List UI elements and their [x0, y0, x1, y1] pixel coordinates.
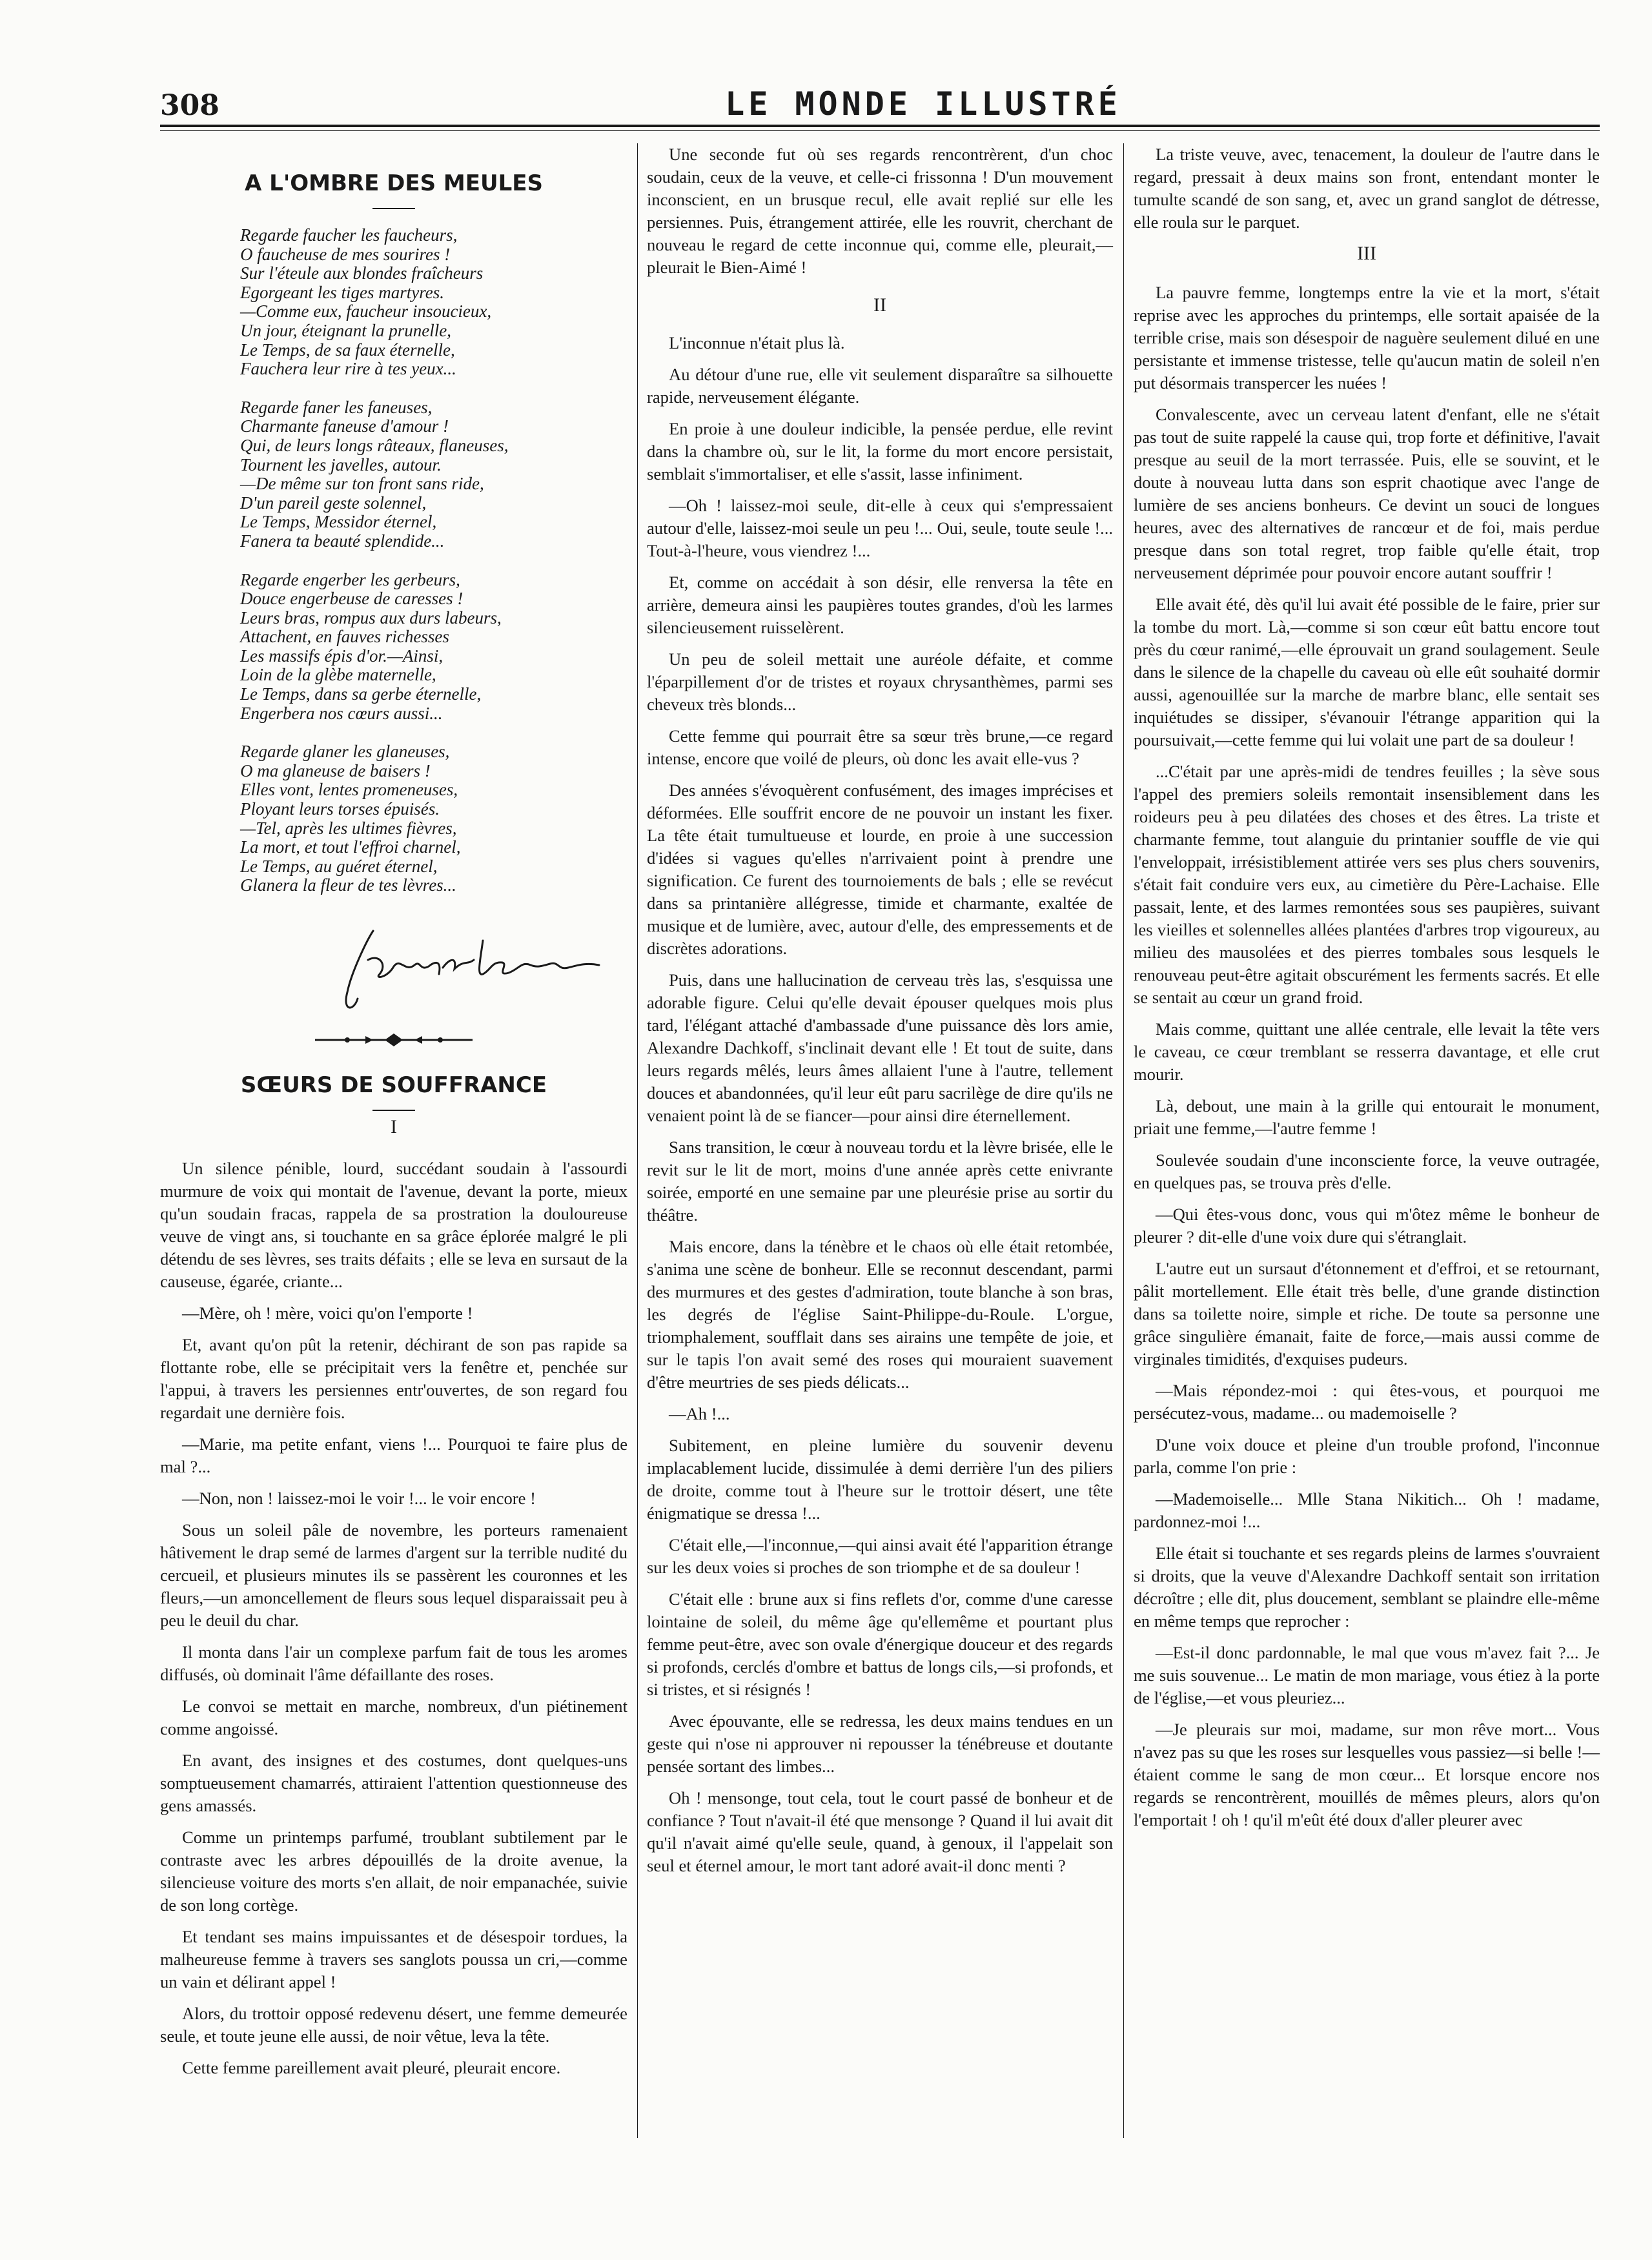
poem-line: Fauchera leur rire à tes yeux... — [240, 359, 456, 379]
poem-line: Regarde faner les faneuses, — [240, 397, 433, 417]
paragraph: Convalescente, avec un cerveau latent d'enfant, elle ne s'était pas tout de suite rappelé la cause qui, trop forte et définitive, l'avait presque au seuil de la mort terrassée. Puis, elle se souvint, et le doute à nouveau lutta dans son esprit chaotique avec l'ange de lumière de ses anciens bonheurs. Ce devint un souci de longues heures, avec des alternatives de rancœur et de foi, mais perdue presque dans son total regret, trop faible qu'elle était, trop nerveusement déprimée pour pouvoir encore autant souffrir ! — [1134, 405, 1600, 582]
poem-line: —Comme eux, faucheur insoucieux, — [240, 301, 492, 321]
header-rule-thin — [160, 130, 1600, 131]
paragraph: En proie à une douleur indicible, la pensée perdue, elle revint dans la chambre où, sur le lit, la forme du mort encore persistait, semblait s'immortaliser, et elle s'assit, lasse infiniment. — [647, 419, 1113, 484]
title-rule — [372, 208, 415, 209]
paragraph: —Qui êtes-vous donc, vous qui m'ôtez même le bonheur de pleurer ? dit-elle d'une voix dure qui s'étranglait. — [1134, 1205, 1600, 1247]
paragraph: Le convoi se mettait en marche, nombreux, d'un piétinement comme angoissé. — [160, 1696, 627, 1738]
author-signature — [160, 915, 627, 1018]
signature-image — [160, 915, 627, 1018]
poem-stanza — [240, 742, 627, 895]
poem-line: Sur l'éteule aux blondes fraîcheurs — [240, 263, 484, 283]
poem-line: Loin de la glèbe maternelle, — [240, 665, 436, 685]
story-text — [160, 1157, 627, 2079]
paragraph: Là, debout, une main à la grille qui entourait le monument, priait une femme,—l'autre femme ! — [1134, 1096, 1600, 1138]
poem-stanza — [240, 571, 627, 724]
paragraph: Alors, du trottoir opposé redevenu désert, une femme demeurée seule, et toute jeune elle aussi, de noir vêtue, leva la tête. — [160, 2004, 627, 2046]
section-fleuron — [160, 1027, 627, 1053]
poem-line: Engerbera nos cœurs aussi... — [240, 703, 443, 723]
poem-line: Douce engerbeuse de caresses ! — [240, 589, 464, 609]
part-heading: I — [391, 1116, 397, 1137]
column-1 — [160, 143, 627, 2088]
paragraph: Mais encore, dans la ténèbre et le chaos où elle était retombée, s'anima une scène de bonheur. Elle se reconnut descendant, parmi des murmures et des gestes d'admiration, toute blanche à son bras, les degrés de l'église Saint-Philippe-du-Roule. L'orgue, triomphalement, soufflait dans ses airains une tempête de joie, et sur le tapis l'on avait semé des roses qui mouraient suavement d'être meurtries de ses pieds délicats... — [647, 1237, 1113, 1392]
paragraph: La triste veuve, avec, tenacement, la douleur de l'autre dans le regard, pressait à deux mains son front, entendant monter le tumulte scandé de son sang, et, avec un grand sanglot de détresse, elle roula sur le parquet. — [1134, 145, 1600, 232]
poem-line: Leurs bras, rompus aux durs labeurs, — [240, 607, 502, 627]
poem-title: A L'OMBRE DES MEULES — [245, 170, 543, 196]
paragraph: Des années s'évoquèrent confusément, des images imprécises et déformées. Elle souffrit encore de ne pouvoir un instant les fixer. La tête était tumultueuse et lourde, en proie à une succession d'idées si vagues qu'elles n'arrivaient point à prendre une signification. Ce furent des tournoiements de bals ; elle se revécut dans sa printanière allégresse, timide et charmante, exaltée de musique et de lumière, avec, autour d'elle, des empressements et de discrètes adorations. — [647, 780, 1113, 958]
paragraph: Une seconde fut où ses regards rencontrèrent, d'un choc soudain, ceux de la veuve, et celle-ci frissonna ! D'un mouvement inconscient, en un brusque recul, elle avait replié sur elle les persiennes. Puis, étrangement attirée, elle les rouvrit, cherchant de nouveau le regard de cette inconnue qui, comme elle, pleurait,—pleurait le Bien-Aimé ! — [647, 145, 1113, 277]
header-rule — [160, 125, 1600, 127]
paragraph: —Est-il donc pardonnable, le mal que vous m'avez fait ?... Je me suis souvenue... Le matin de mon mariage, vous étiez à la porte de l'église,—et vous pleuriez... — [1134, 1643, 1600, 1707]
story-title: SŒURS DE SOUFFRANCE — [240, 1072, 547, 1098]
poem-line: D'un pareil geste solennel, — [240, 493, 427, 513]
poem-line: Qui, de leurs longs râteaux, flaneuses, — [240, 435, 509, 455]
poem-line: Ployant leurs torses épuisés. — [240, 799, 440, 819]
masthead-title: LE MONDE ILLUSTRÉ — [725, 85, 1121, 123]
title-rule — [372, 1110, 415, 1111]
paragraph: L'autre eut un sursaut d'étonnement et d'effroi, et se retournant, pâlit mortellement. Elle était très belle, d'une grande distinction dans sa toilette noire, simple et riche. De toute sa personne une grâce singulière émanait, faite de force,—mais aussi comme de virginales timidités, d'exquises pudeurs. — [1134, 1259, 1600, 1369]
paragraph: —Mais répondez-moi : qui êtes-vous, et pourquoi me persécutez-vous, madame... ou mademoiselle ? — [1134, 1381, 1600, 1423]
paragraph: —Je pleurais sur moi, madame, sur mon rêve mort... Vous n'avez pas su que les roses sur lesquelles vous passiez—si belle !—étaient comme le sang de mon cœur... Et lorsque encore nos regards se rencontrèrent, mouillés de mêmes pleurs, alors qu'on l'emportait ! oh ! qu'il m'eût été doux d'aller pleurer avec — [1134, 1720, 1600, 1829]
poem-line: Le Temps, Messidor éternel, — [240, 512, 437, 532]
poem-line: Regarde glaner les glaneuses, — [240, 742, 450, 762]
paragraph: C'était elle,—l'inconnue,—qui ainsi avait été l'apparition étrange sur les deux voies si proches de son triomphe et de sa douleur ! — [647, 1535, 1113, 1577]
page-number: 308 — [160, 89, 219, 122]
column-divider — [637, 143, 638, 2138]
poem-line: Egorgeant les tiges martyres. — [240, 282, 444, 302]
paragraph: —Mademoiselle... Mlle Stana Nikitich... Oh ! madame, pardonnez-moi !... — [1134, 1489, 1600, 1531]
paragraph: ...C'était par une après-midi de tendres feuilles ; la sève sous l'appel des premiers soleils remontait insensiblement dans les roideurs peu à peu dilatées des choses et des êtres. La triste et charmante femme, tout alanguie du printanier souffle de vie qui l'enveloppait, irrésistiblement attirée vers ses plus chers souvenirs, s'était fait conduire vers eux, au cimetière du Père-Lachaise. Elle passait, lente, et des larmes remontées sous ses paupières, suivant les vieilles et solennelles allées plantées d'arbres trop vigoureux, au milieu des mausolées et des pierres tombales sous lesquels le renouveau peut-être agitait obscurément les ferments sacrés. Et elle se sentait au cœur un grand froid. — [1134, 762, 1600, 1007]
paragraph: Soulevée soudain d'une inconsciente force, la veuve outragée, en quelques pas, se trouva près d'elle. — [1134, 1150, 1600, 1192]
poem-line: Regarde engerber les gerbeurs, — [240, 569, 460, 589]
paragraph: —Non, non ! laissez-moi le voir !... le voir encore ! — [182, 1489, 536, 1508]
paragraph: Puis, dans une hallucination de cerveau très las, s'esquissa une adorable figure. Celui qu'elle devait épouser quelques mois plus tard, l'élégant attaché d'ambassade d'une puissance dès lors amie, Alexandre Dachkoff, s'inclinait devant elle ! Et tout de suite, dans leurs regards mêlés, leurs âmes allaient l'une à l'autre, tellement douces et abandonnées, qu'il leur eût paru sacrilège de dire qu'ils ne venaient point là de se fiancer—pour ainsi dire éternellement. — [647, 970, 1113, 1125]
poem-line: Le Temps, dans sa gerbe éternelle, — [240, 684, 482, 704]
paragraph: Mais comme, quittant une allée centrale, elle levait la tête vers le caveau, ce cœur tremblant se resserra davantage, et elle crut mourir. — [1134, 1019, 1600, 1084]
paragraph: Un silence pénible, lourd, succédant soudain à l'assourdi murmure de voix qui montait de l'avenue, devant la porte, mieux qu'un soudain fracas, rappela de sa prostration la douloureuse veuve de vingt ans, si touchante en sa grâce éplorée malgré le pli détendu de ses lèvres, ses traits défaits ; elle se leva en sursaut de la causeuse, égarée, criante... — [160, 1159, 627, 1291]
poem-line: —De même sur ton front sans ride, — [240, 474, 484, 494]
paragraph: Elle avait été, dès qu'il lui avait été possible de le faire, prier sur la tombe du mort. Là,—comme si son cœur eût battu encore tout près du cœur ranimé,—elle éprouvait un grand soulagement. Seule dans le silence de la chapelle du caveau où elle eût souhaité dormir aussi, agenouillée sur la marche de marbre blanc, elle sentait ses inquiétudes se dissiper, s'évanouir l'étrange apparition qui la poursuivait,—cette femme qui lui volait une part de sa douleur ! — [1134, 595, 1600, 749]
paragraph: Elle était si touchante et ses regards pleins de larmes s'ouvraient si droits, que la veuve d'Alexandre Dachkoff sentait son irritation décroître ; elle dit, plus doucement, semblant se plaindre elle-même en même temps que reprocher : — [1134, 1543, 1600, 1631]
paragraph: Avec épouvante, elle se redressa, les deux mains tendues en un geste qui n'ose ni approuver ni repousser la ténébreuse et doutante pensée sortant des limbes... — [647, 1711, 1113, 1776]
poem-line: O ma glaneuse de baisers ! — [240, 760, 431, 780]
poem-line: La mort, et tout l'effroi charnel, — [240, 837, 461, 857]
poem-line: Le Temps, de sa faux éternelle, — [240, 340, 455, 360]
column-divider — [1123, 143, 1124, 2138]
paragraph: Sous un soleil pâle de novembre, les porteurs ramenaient hâtivement le drap semé de larmes d'argent sur la terrible nudité du cercueil, et plusieurs minutes ils se passèrent les couronnes et les fleurs,—un amoncellement de fleurs sous lequel disparaissait peu à peu le deuil du char. — [160, 1520, 627, 1630]
paragraph: Il monta dans l'air un complexe parfum fait de tous les aromes diffusés, où dominait l'âme défaillante des roses. — [160, 1642, 627, 1684]
paragraph: Un peu de soleil mettait une auréole défaite, et comme l'éparpillement d'or de tristes et royaux chrysanthèmes, parmi ses cheveux très blonds... — [647, 649, 1113, 714]
poem-line: Charmante faneuse d'amour ! — [240, 416, 449, 436]
paragraph: —Ah !... — [669, 1404, 730, 1423]
paragraph: C'était elle : brune aux si fins reflets d'or, comme d'une caresse lointaine de soleil, du même âge qu'ellemême et pourtant plus femme peut-être, avec son ovale d'énergique douceur et des regards si profonds, cerclés d'ombre et battus de longs cils,—si profonds, et si tristes, et si résignés ! — [647, 1589, 1113, 1699]
paragraph: —Oh ! laissez-moi seule, dit-elle à ceux qui s'empressaient autour d'elle, laissez-moi seule un peu !... Oui, seule, toute seule !... Tout-à-l'heure, vous viendrez !... — [647, 496, 1113, 560]
paragraph: Oh ! mensonge, tout cela, tout le court passé de bonheur et de confiance ? Tout n'avait-il été que mensonge ? Quand il lui avait dit qu'il n'avait aimé qu'elle seule, quand, à genoux, il l'appelait son seul et éternel amour, le mort tant adoré avait-il donc menti ? — [647, 1788, 1113, 1875]
fleuron-ornament — [160, 1027, 627, 1053]
poem-line: Fanera ta beauté splendide... — [240, 531, 445, 551]
paragraph: En avant, des insignes et des costumes, dont quelques-uns somptueusement chamarrés, attiraient l'attention questionneuse des gens amassés. — [160, 1751, 627, 1815]
paragraph: Au détour d'une rue, elle vit seulement disparaître sa silhouette rapide, nerveusement élégante. — [647, 365, 1113, 407]
poem-line: Tournent les javelles, autour. — [240, 454, 442, 474]
paragraph: Cette femme qui pourrait être sa sœur très brune,—ce regard intense, encore que voilé de pleurs, où donc les avait elle-vus ? — [647, 726, 1113, 768]
poem-line: Attachent, en fauves richesses — [240, 627, 449, 647]
poem-stanza — [240, 398, 627, 551]
paragraph: Comme un printemps parfumé, troublant subtilement par le contraste avec les arbres dépouillés de la droite avenue, la silencieuse voiture des morts s'en allait, de noir empanachée, suivie de son long cortège. — [160, 1827, 627, 1915]
poem-line: O faucheuse de mes sourires ! — [240, 244, 451, 264]
poem-line: Elles vont, lentes promeneuses, — [240, 780, 458, 800]
paragraph: L'inconnue n'était plus là. — [669, 333, 845, 352]
paragraph: Cette femme pareillement avait pleuré, pleurait encore. — [182, 2058, 561, 2077]
poem-line: Regarde faucher les faucheurs, — [240, 225, 458, 245]
part-heading: III — [1357, 243, 1376, 264]
column-3 — [1134, 143, 1600, 1840]
part-heading: II — [873, 294, 886, 316]
paragraph: Et, avant qu'on pût la retenir, déchirant de son pas rapide sa flottante robe, elle se précipitait vers la fenêtre et, penchée sur l'appui, à travers les persiennes entr'ouvertes, de son regard fou regardait une dernière fois. — [160, 1335, 627, 1422]
paragraph: Subitement, en pleine lumière du souvenir devenu implacablement lucide, dissimulée à demi derrière l'un des piliers de droite, comme tout à l'heure sur le trottoir désert, une tête énigmatique se dressa !... — [647, 1436, 1113, 1523]
poem-line: Un jour, éteignant la prunelle, — [240, 320, 451, 340]
column-2 — [647, 143, 1113, 1886]
poem-stanza — [240, 226, 627, 379]
paragraph: —Marie, ma petite enfant, viens !... Pourquoi te faire plus de mal ?... — [160, 1434, 627, 1476]
poem-line: —Tel, après les ultimes fièvres, — [240, 818, 457, 838]
poem — [240, 226, 627, 895]
paragraph: —Mère, oh ! mère, voici qu'on l'emporte ! — [182, 1303, 473, 1323]
poem-line: Glanera la fleur de tes lèvres... — [240, 875, 456, 895]
poem-line: Le Temps, au guéret éternel, — [240, 856, 438, 876]
paragraph: Et tendant ses mains impuissantes et de désespoir tordues, la malheureuse femme à travers ses sanglots poussa un cri,—comme un vain et délirant appel ! — [160, 1927, 627, 1991]
paragraph: Sans transition, le cœur à nouveau tordu et la lèvre brisée, elle le revit sur le lit de mort, moins d'une année après cette enivrante soirée, emporté en une semaine par une pleurésie prise au sortir du théâtre. — [647, 1137, 1113, 1225]
paragraph: Et, comme on accédait à son désir, elle renversa la tête en arrière, demeura ainsi les paupières toutes grandes, d'où les larmes silencieusement ruisselèrent. — [647, 573, 1113, 637]
paragraph: La pauvre femme, longtemps entre la vie et la mort, s'était reprise avec les approches du printemps, elle sortait apaisée de la terrible crise, mais son désespoir de naguère seulement dilué en une persistante et immense tristesse, telle qu'aucun matin de soleil n'en put désormais transpercer les nuées ! — [1134, 283, 1600, 392]
paragraph: D'une voix douce et pleine d'un trouble profond, l'inconnue parla, comme l'on prie : — [1134, 1435, 1600, 1477]
poem-line: Les massifs épis d'or.—Ainsi, — [240, 646, 444, 666]
